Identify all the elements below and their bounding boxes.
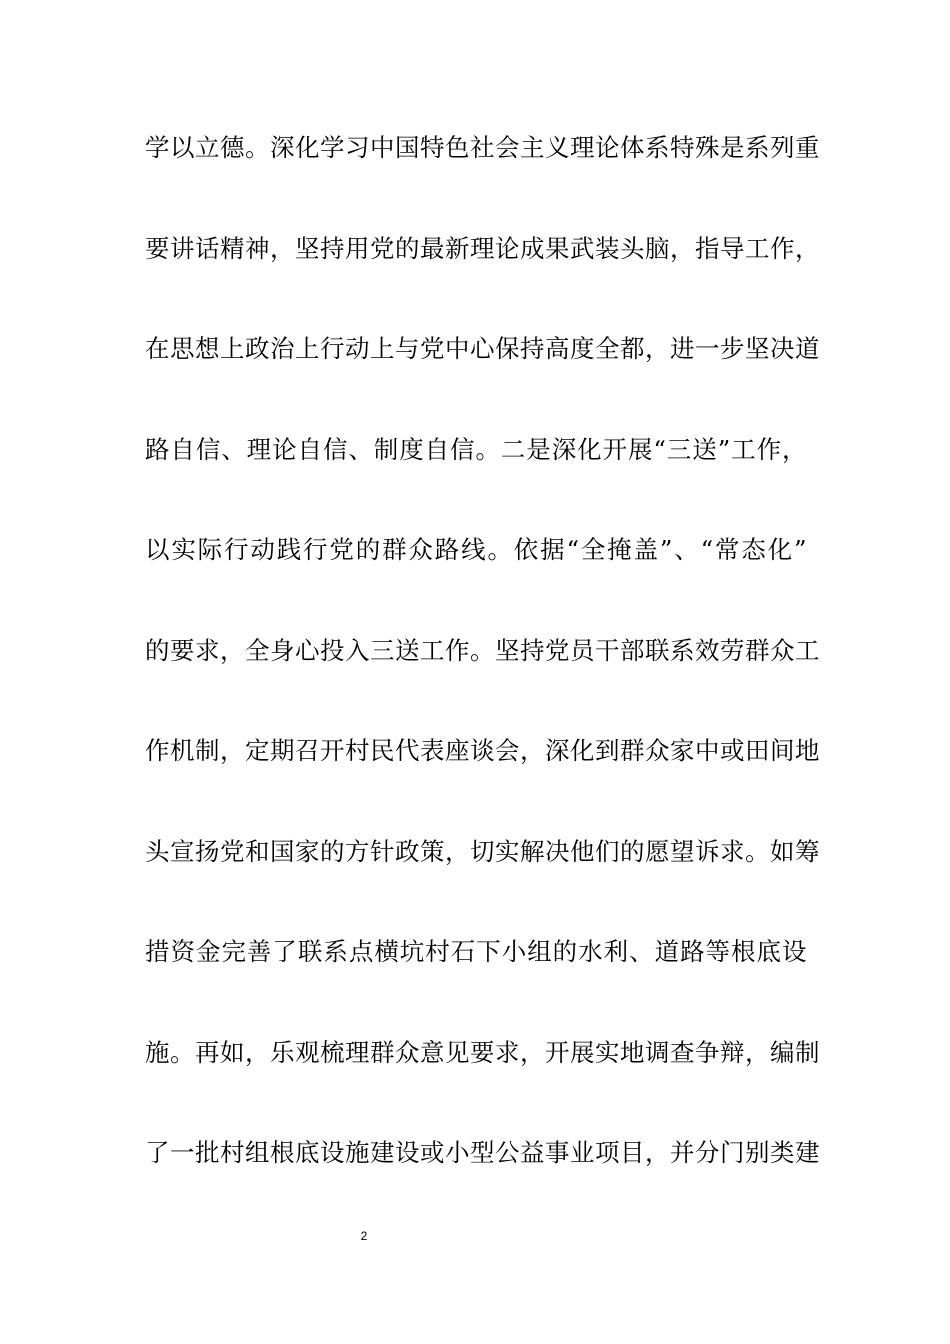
text-line: 要讲话精神，坚持用党的最新理论成果武装头脑，指导工作， bbox=[145, 233, 820, 263]
text-line: 施。再如，乐观梳理群众意见要求，开展实地调查争辩，编制 bbox=[145, 1037, 820, 1067]
text-line: 了一批村组根底设施建设或小型公益事业项目，并分门别类建 bbox=[145, 1138, 820, 1167]
text-line: 在思想上政治上行动上与党中心保持高度全都，进一步坚决道 bbox=[145, 334, 820, 363]
text-line: 路自信、理论自信、制度自信。二是深化开展“三送”工作， bbox=[145, 434, 807, 464]
text-line: 措资金完善了联系点横坑村石下小组的水利、道路等根底设 bbox=[145, 937, 807, 966]
text-line: 作机制，定期召开村民代表座谈会，深化到群众家中或田间地 bbox=[145, 736, 820, 765]
page-number: 2 bbox=[360, 1229, 368, 1243]
text-line: 学以立德。深化学习中国特色社会主义理论体系特殊是系列重 bbox=[145, 133, 820, 162]
body-text bbox=[145, 132, 820, 1238]
text-line: 的要求，全身心投入三送工作。坚持党员干部联系效劳群众工 bbox=[145, 635, 820, 665]
text-line: 头宣扬党和国家的方针政策，切实解决他们的愿望诉求。如筹 bbox=[145, 836, 820, 866]
text-line: 以实际行动践行党的群众路线。依据“全掩盖”、“常态化” bbox=[145, 535, 807, 564]
